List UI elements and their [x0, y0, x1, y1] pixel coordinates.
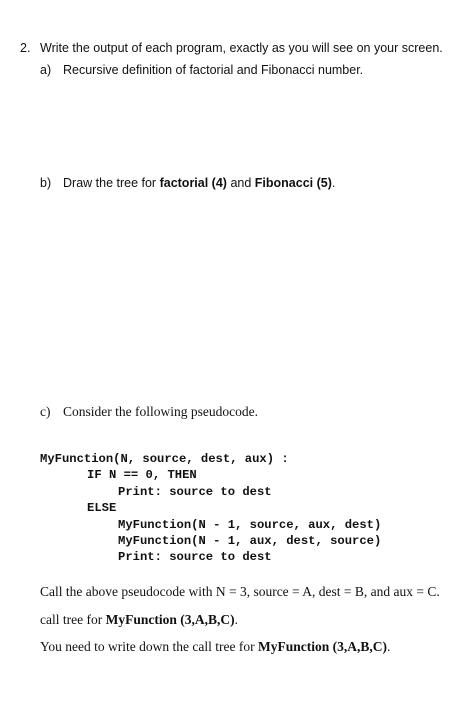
part-a-label: a): [40, 63, 52, 77]
part-c-label: c): [40, 404, 51, 419]
code-line-print-2: Print: source to dest: [118, 550, 272, 564]
fibonacci-term: Fibonacci (5): [254, 176, 332, 190]
part-b-label: b): [40, 176, 52, 190]
code-line-if: IF N == 0, THEN: [87, 468, 197, 482]
question-number: 2.: [20, 41, 31, 55]
closing-paragraph-3: You need to write down the call tree for MyFunction (3,A,B,C).: [40, 639, 391, 654]
closing-paragraph-1: Call the above pseudocode with N = 3, source = A, dest = B, and aux = C.: [40, 584, 440, 599]
closing-paragraph-2: call tree for MyFunction (3,A,B,C).: [40, 612, 238, 627]
call-tree-target-2: MyFunction (3,A,B,C): [257, 639, 387, 654]
code-line-else: ELSE: [87, 501, 117, 515]
question-text: Write the output of each program, exactly as you will see on your screen.: [40, 41, 443, 55]
code-line-recursive-call-2: MyFunction(N - 1, aux, dest, source): [118, 534, 382, 548]
code-line-function-header: MyFunction(N, source, dest, aux) :: [40, 452, 289, 466]
part-b-text: Draw the tree for factorial (4) and Fibonacci (5).: [63, 176, 336, 190]
code-line-recursive-call-1: MyFunction(N - 1, source, aux, dest): [118, 518, 382, 532]
factorial-term: factorial (4): [159, 176, 227, 190]
call-tree-target: MyFunction (3,A,B,C): [105, 612, 235, 627]
part-a-text: Recursive definition of factorial and Fibonacci number.: [63, 63, 364, 77]
code-line-print-1: Print: source to dest: [118, 485, 272, 499]
part-c-text: Consider the following pseudocode.: [63, 404, 258, 419]
